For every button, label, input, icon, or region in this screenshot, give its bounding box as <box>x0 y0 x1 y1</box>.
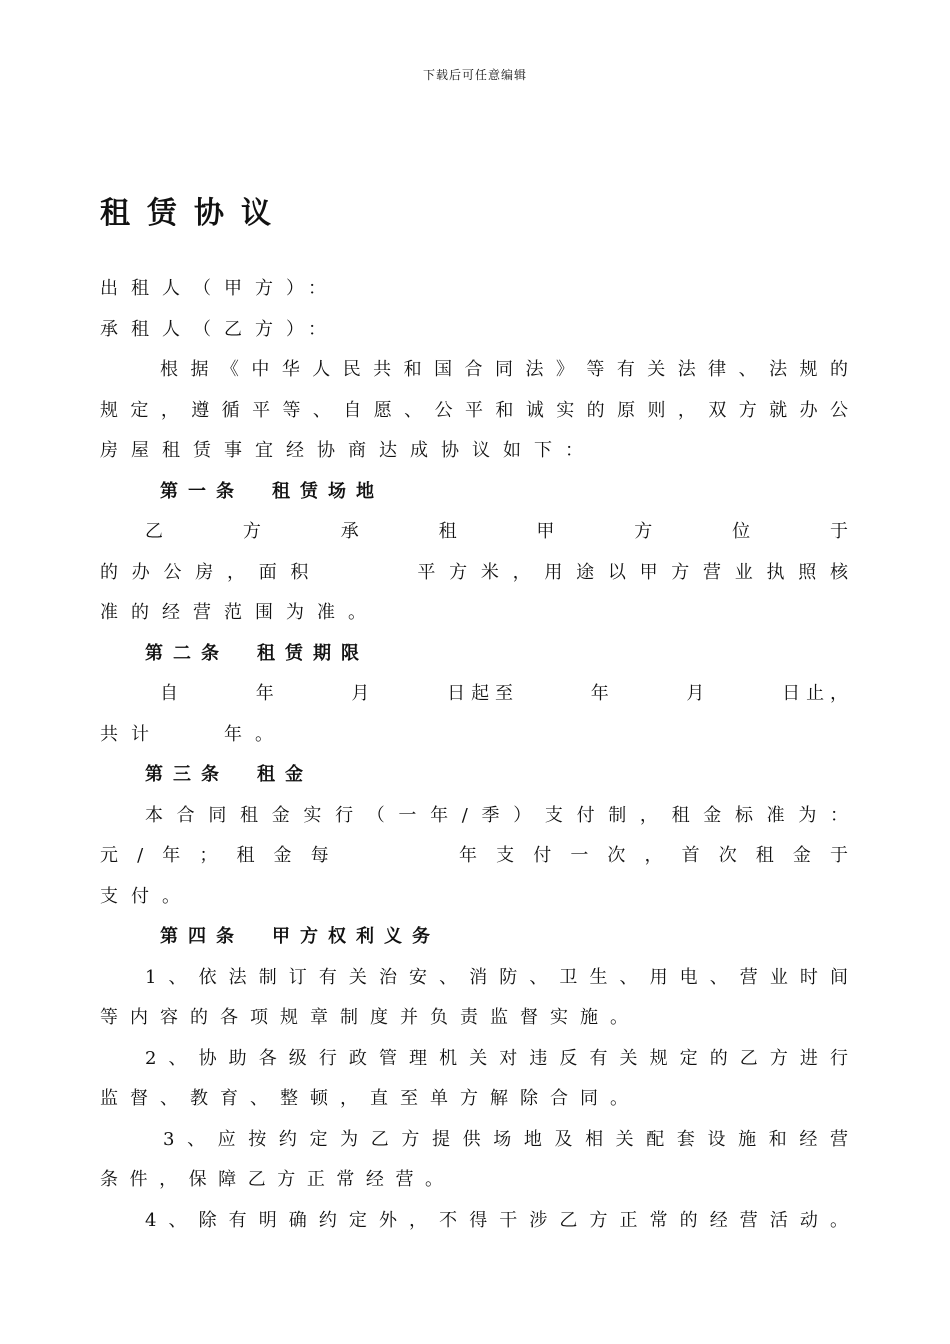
article-4-item-1-line-1: 1、依法制订有关治安、消防、卫生、用电、营业时间 <box>145 967 850 988</box>
article-2-line-2: 共计 年。 <box>100 724 286 745</box>
preamble-line-2: 规定，遵循平等、自愿、公平和诚实的原则，双方就办公 <box>100 400 850 421</box>
article-4-item-1-line-2: 等内容的各项规章制度并负责监督实施。 <box>100 1007 630 1028</box>
article-1-line-3: 准的经营范围为准。 <box>100 602 379 623</box>
article-1-line-2: 的办公房，面积 平方米，用途以甲方营业执照核 <box>100 562 850 583</box>
article-2-line-1: 自 年 月 日起至 年 月 日止， <box>160 683 850 704</box>
article-1-heading: 第一条 租赁场地 <box>160 481 384 502</box>
article-4-heading: 第四条 甲方权利义务 <box>160 926 440 947</box>
article-3-line-1: 本合同租金实行（一年/季）支付制，租金标准为： <box>145 805 850 826</box>
document-title: 租赁协议 <box>100 196 288 231</box>
article-3-heading: 第三条 租金 <box>145 764 313 785</box>
article-4-item-2-line-1: 2、协助各级行政管理机关对违反有关规定的乙方进行 <box>145 1048 850 1069</box>
preamble-line-1: 根据《中华人民共和国合同法》等有关法律、法规的 <box>160 359 850 380</box>
header-note: 下载后可任意编辑 <box>422 68 527 82</box>
article-3-line-3: 支付。 <box>100 886 193 907</box>
article-1-line-1: 乙 方 承 租 甲 方 位 于 <box>145 521 850 542</box>
lessee-line: 承租人（乙方）： <box>100 319 339 340</box>
article-4-item-2-line-2: 监督、教育、整顿，直至单方解除合同。 <box>100 1088 630 1109</box>
article-3-line-2: 元/年；租金每 年支付一次，首次租金于 <box>100 845 850 866</box>
article-4-item-3-line-2: 条件，保障乙方正常经营。 <box>100 1169 445 1190</box>
article-4-item-3-line-1: 3、应按约定为乙方提供场地及相关配套设施和经营 <box>163 1129 850 1150</box>
preamble-line-3: 房屋租赁事宜经协商达成协议如下： <box>100 440 596 461</box>
article-2-heading: 第二条 租赁期限 <box>145 643 369 664</box>
article-4-item-4-line-1: 4、除有明确约定外，不得干涉乙方正常的经营活动。 <box>145 1210 850 1231</box>
lessor-line: 出租人（甲方）： <box>100 278 339 299</box>
